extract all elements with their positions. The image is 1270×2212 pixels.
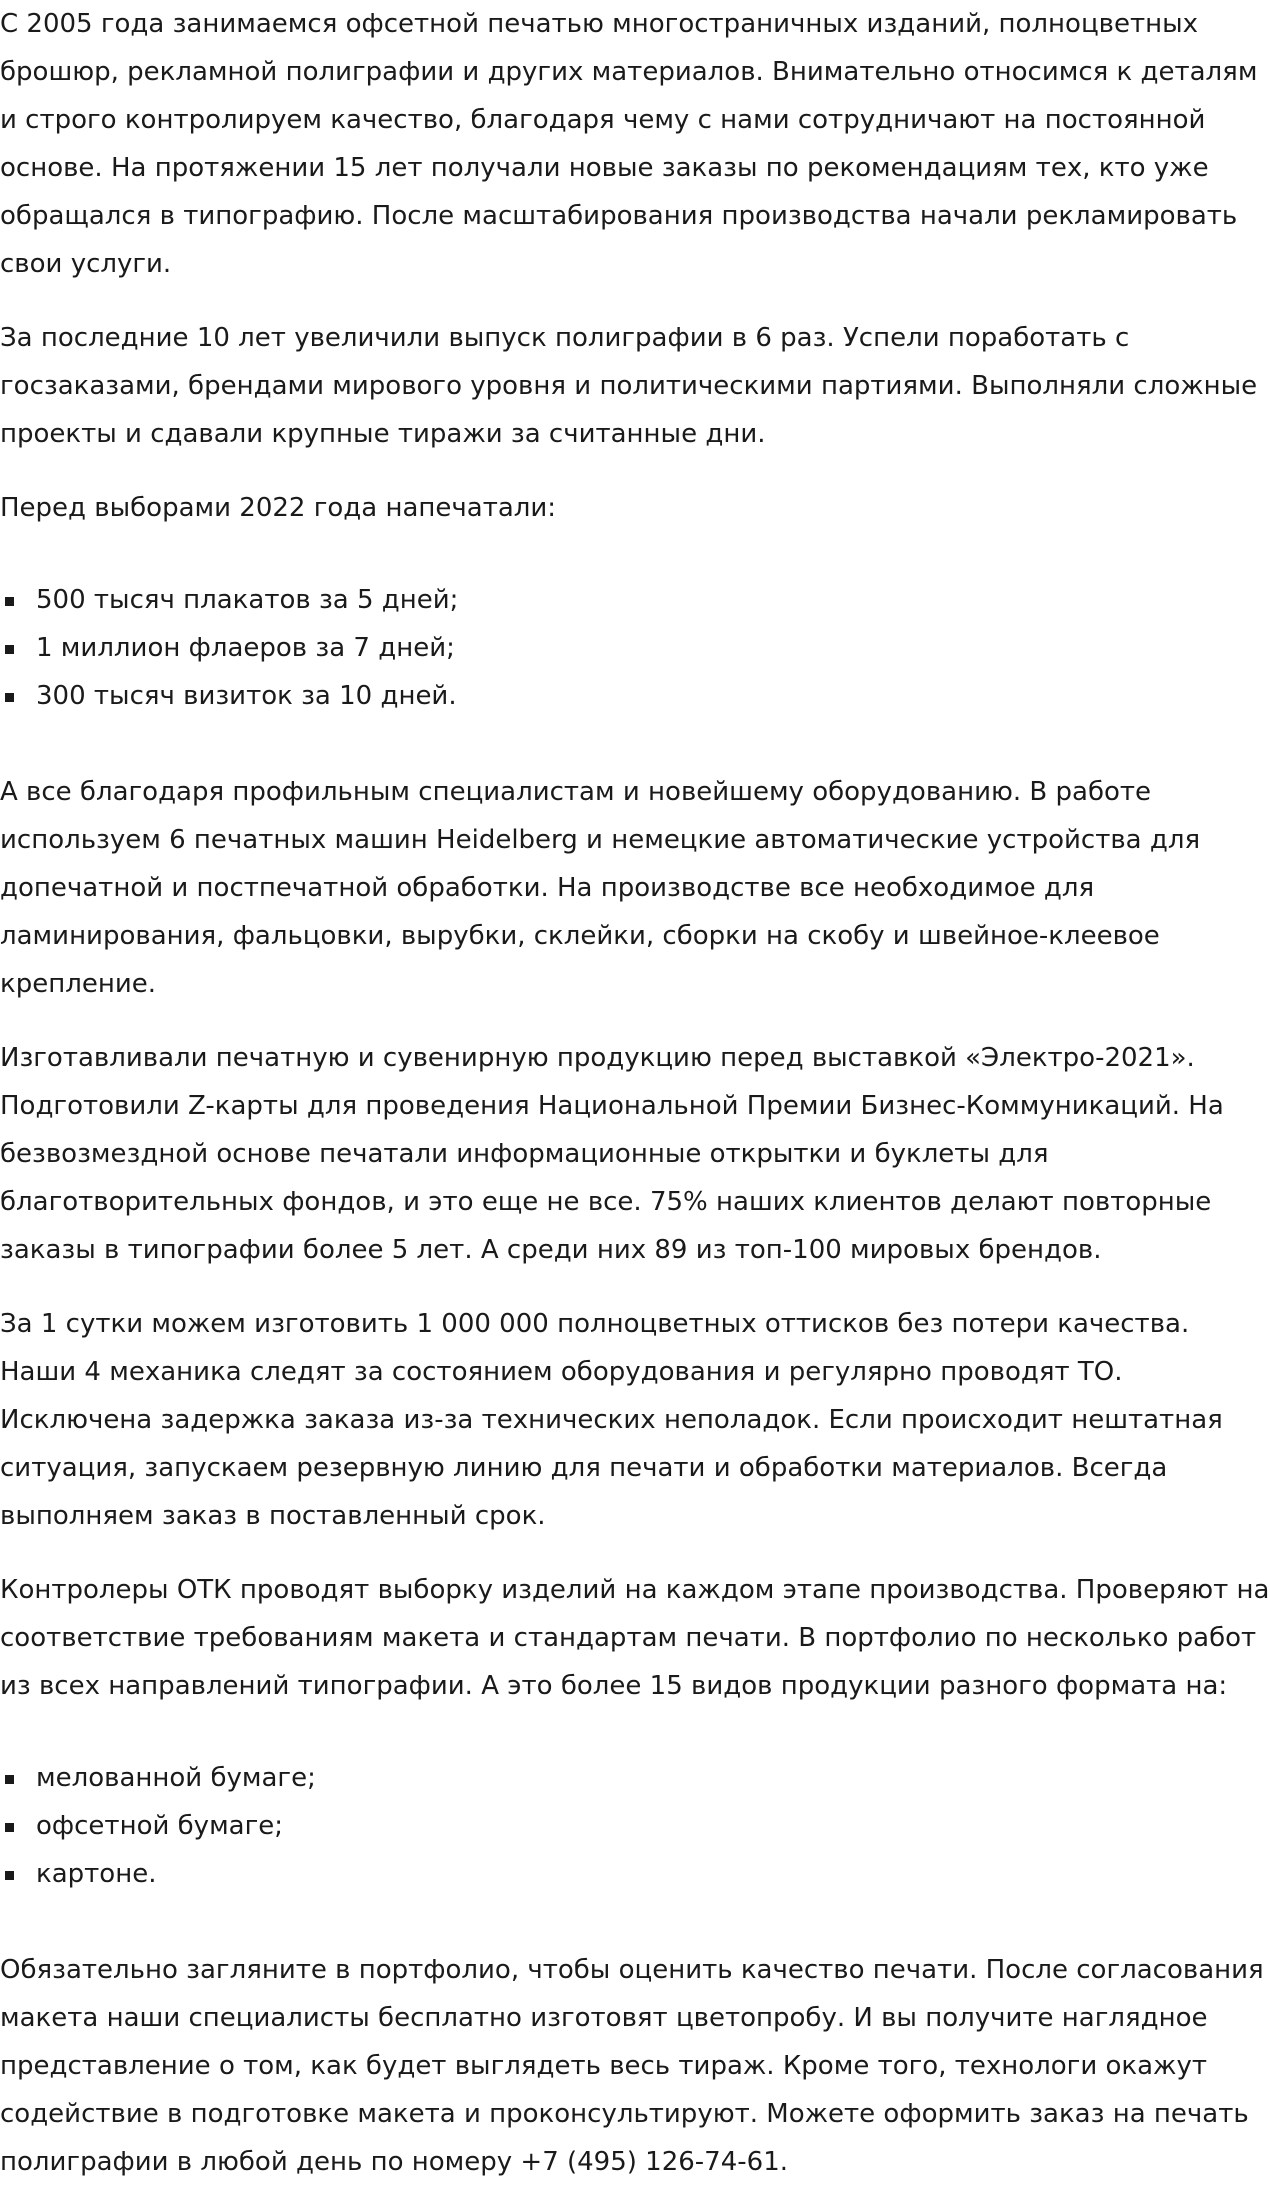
list-item-text: 1 миллион флаеров за 7 дней; xyxy=(36,633,455,663)
elections-print-list xyxy=(0,532,1270,768)
paragraph-projects: Изготавливали печатную и сувенирную продукцию перед выставкой «Электро-2021». Подготовили Z-карты для проведения Национальной Премии Бизнес-Коммуникаций. На безвозмездной основе печатали информационные открытки и буклеты для благотворительных фондов, и это еще не все. 75% наших клиентов делают повторные заказы в типографии более 5 лет. А среди них 89 из топ-100 мировых брендов. xyxy=(0,1043,1224,1265)
paragraph-capacity: За 1 сутки можем изготовить 1 000 000 полноцветных оттисков без потери качества. Наши 4 механика следят за состоянием оборудования и регулярно проводят ТО. Исключена задержка заказа из-за технических неполадок. Если происходит нештатная ситуация, запускаем резервную линию для печати и обработки материалов. Всегда выполняем заказ в поставленный срок. xyxy=(0,1309,1223,1531)
list-item xyxy=(0,1754,1270,1802)
square-bullet-icon xyxy=(5,597,14,606)
paragraph-history: С 2005 года занимаемся офсетной печатью многостраничных изданий, полноцветных брошюр, рекламной полиграфии и других материалов. Внимательно относимся к деталям и строго контролируем качество, благодаря чему с нами сотрудничают на постоянной основе. На протяжении 15 лет получали новые заказы по рекомендациям тех, кто уже обращался в типографию. После масштабирования производства начали рекламировать свои услуги. xyxy=(0,9,1258,279)
paragraph-elections-intro: Перед выборами 2022 года напечатали: xyxy=(0,493,557,523)
square-bullet-icon xyxy=(5,1871,14,1880)
list-item-text: офсетной бумаге; xyxy=(36,1811,284,1841)
paragraph-portfolio-contact: Обязательно загляните в портфолио, чтобы оценить качество печати. После согласования макета наши специалисты бесплатно изготовят цветопробу. И вы получите наглядное представление о том, как будет выглядеть весь тираж. Кроме того, технологи окажут содействие в подготовке макета и проконсультируют. Можете оформить заказ на печать полиграфии в любой день по номеру +7 (495) 126-74-61. xyxy=(0,1955,1264,2177)
list-item xyxy=(0,672,1270,720)
square-bullet-icon xyxy=(5,693,14,702)
list-item xyxy=(0,1850,1270,1898)
list-item-text: мелованной бумаге; xyxy=(36,1763,316,1793)
list-item-text: картоне. xyxy=(36,1859,157,1889)
paragraph-equipment: А все благодаря профильным специалистам и новейшему оборудованию. В работе используем 6 печатных машин Heidelberg и немецкие автоматические устройства для допечатной и постпечатной обработки. На производстве все необходимое для ламинирования, фальцовки, вырубки, склейки, сборки на скобу и швейное-клеевое крепление. xyxy=(0,777,1201,999)
list-item xyxy=(0,1802,1270,1850)
paragraph-quality-control: Контролеры ОТК проводят выборку изделий на каждом этапе производства. Проверяют на соответствие требованиям макета и стандартам печати. В портфолио по несколько работ из всех направлений типографии. А это более 15 видов продукции разного формата на: xyxy=(0,1575,1270,1701)
square-bullet-icon xyxy=(5,1775,14,1784)
list-item xyxy=(0,624,1270,672)
square-bullet-icon xyxy=(5,645,14,654)
paper-types-list xyxy=(0,1710,1270,1946)
list-item-text: 300 тысяч визиток за 10 дней. xyxy=(36,681,457,711)
list-item-text: 500 тысяч плакатов за 5 дней; xyxy=(36,585,459,615)
square-bullet-icon xyxy=(5,1823,14,1832)
paragraph-growth: За последние 10 лет увеличили выпуск полиграфии в 6 раз. Успели поработать с госзаказами, брендами мирового уровня и политическими партиями. Выполняли сложные проекты и сдавали крупные тиражи за считанные дни. xyxy=(0,323,1258,449)
list-item xyxy=(0,576,1270,624)
